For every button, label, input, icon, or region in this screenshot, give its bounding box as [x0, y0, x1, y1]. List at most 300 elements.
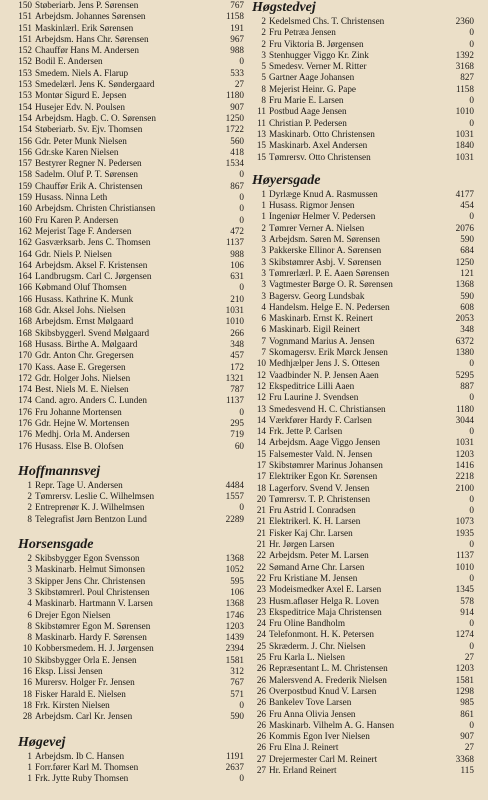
house-number: 13	[256, 128, 266, 139]
resident-row	[16, 158, 244, 169]
house-number: 153	[18, 90, 32, 101]
tax-amount: 210	[230, 293, 244, 304]
house-number: 26	[256, 685, 266, 696]
resident-name: Smedem. Niels A. Flarup	[35, 67, 129, 78]
resident-name: Elektriker Egon Kr. Sørensen	[269, 471, 378, 482]
resident-row	[16, 113, 244, 124]
street-heading: Høyersgade	[252, 172, 321, 188]
resident-row	[16, 79, 244, 90]
resident-name: Medhj. Orla M. Andersen	[35, 429, 130, 440]
resident-name: Telegrafist Jørn Bentzon Lund	[35, 513, 147, 524]
house-number: 13	[256, 403, 266, 414]
house-number: 170	[18, 350, 32, 361]
resident-name: Fru Marie E. Larsen	[269, 95, 344, 106]
resident-row	[16, 751, 244, 762]
house-number: 17	[256, 459, 266, 470]
resident-name: Arbejdsm. Hagb. C. O. Sørensen	[35, 112, 156, 123]
tax-amount: 1052	[225, 564, 244, 575]
tax-amount: 0	[239, 773, 244, 784]
resident-row	[16, 587, 244, 598]
tax-amount: 684	[460, 245, 474, 256]
resident-name: Maskinarb. Vilhelm A. G. Hansen	[269, 719, 395, 730]
house-number: 25	[256, 652, 266, 663]
tax-amount: 418	[230, 146, 244, 157]
resident-row	[250, 742, 474, 753]
resident-name: Fru Johanne Mortensen	[35, 406, 122, 417]
resident-name: Arbejdsm. Søren M. Sørensen	[269, 234, 381, 245]
house-number: 28	[22, 711, 32, 722]
resident-name: Skibstømrer Marinus Johansen	[269, 459, 383, 470]
house-number: 16	[22, 677, 32, 688]
resident-row	[250, 539, 474, 550]
resident-name: Drejer Egon Nielsen	[35, 609, 111, 620]
resident-row	[16, 237, 244, 248]
resident-name: Bankelev Tove Larsen	[269, 697, 352, 708]
house-number: 168	[18, 316, 32, 327]
tax-amount: 457	[230, 350, 244, 361]
resident-row	[16, 502, 244, 513]
resident-name: Handelsm. Helge E. N. Pedersen	[269, 301, 390, 312]
tax-amount: 1380	[455, 347, 474, 358]
resident-row	[250, 200, 474, 211]
house-number: 10	[22, 654, 32, 665]
tax-amount: 1581	[455, 674, 474, 685]
resident-name: Skibstømrer Asbj. V. Sørensen	[269, 256, 382, 267]
tax-amount: 121	[460, 267, 474, 278]
resident-name: Fru Astrid I. Conradsen	[269, 505, 356, 516]
house-number: 174	[18, 384, 32, 395]
resident-row	[16, 441, 244, 452]
resident-row	[250, 754, 474, 765]
house-number: 12	[256, 392, 266, 403]
tax-amount: 1274	[455, 629, 474, 640]
house-number: 168	[18, 305, 32, 316]
resident-row	[250, 27, 474, 38]
resident-row	[16, 677, 244, 688]
tax-amount: 1250	[455, 256, 474, 267]
resident-name: Tømrersv. Otto Christensen	[269, 151, 371, 162]
resident-row	[16, 491, 244, 502]
tax-amount: 1158	[455, 83, 474, 94]
resident-name: Best. Niels M. E. Nielsen	[35, 384, 129, 395]
house-number: 3	[27, 564, 32, 575]
resident-name: Medhjælper Jens J. S. Ottesen	[269, 358, 380, 369]
resident-name: Arbejdsm. Ib C. Hansen	[35, 750, 125, 761]
resident-row	[250, 189, 474, 200]
house-number: 14	[256, 426, 266, 437]
resident-name: Gdr. Niels P. Nielsen	[35, 248, 112, 259]
resident-name: Smedesvend H. C. Christiansen	[269, 403, 386, 414]
tax-amount: 60	[234, 440, 244, 451]
house-number: 21	[256, 505, 266, 516]
tax-amount: 560	[230, 135, 244, 146]
house-number: 22	[256, 550, 266, 561]
tax-amount: 2100	[455, 482, 474, 493]
resident-name: Dyrlæge Knud A. Rasmussen	[269, 188, 378, 199]
house-number: 12	[256, 380, 266, 391]
house-number: 5	[261, 72, 266, 83]
resident-row	[16, 564, 244, 575]
house-number: 3	[261, 267, 266, 278]
tax-amount: 4177	[455, 188, 474, 199]
resident-row	[16, 45, 244, 56]
tax-amount: 0	[469, 640, 474, 651]
house-number: 1	[27, 479, 32, 490]
house-number: 22	[256, 572, 266, 583]
tax-amount: 887	[460, 380, 474, 391]
tax-amount: 590	[460, 290, 474, 301]
tax-amount: 2289	[225, 513, 244, 524]
house-number: 170	[18, 361, 32, 372]
resident-row	[250, 550, 474, 561]
resident-row	[250, 652, 474, 663]
house-number: 14	[256, 437, 266, 448]
tax-amount: 191	[230, 22, 244, 33]
tax-amount: 106	[230, 259, 244, 270]
tax-amount: 2637	[225, 761, 244, 772]
house-number: 157	[18, 158, 32, 169]
resident-name: Frk. Kirsten Nielsen	[35, 699, 110, 710]
resident-row	[250, 584, 474, 595]
tax-amount: 0	[469, 38, 474, 49]
resident-row	[16, 655, 244, 666]
house-number: 154	[18, 112, 32, 123]
house-number: 2	[27, 553, 32, 564]
tax-amount: 0	[469, 117, 474, 128]
tax-amount: 0	[469, 493, 474, 504]
house-number: 2	[261, 27, 266, 38]
house-number: 8	[261, 83, 266, 94]
tax-amount: 1840	[455, 140, 474, 151]
resident-row	[250, 61, 474, 72]
tax-amount: 1010	[455, 106, 474, 117]
tax-amount: 0	[239, 406, 244, 417]
resident-name: Fru Oline Bandholm	[269, 618, 346, 629]
resident-name: Skibstømrer Egon M. Sørensen	[35, 620, 151, 631]
resident-row	[250, 118, 474, 129]
tax-amount: 1203	[225, 620, 244, 631]
house-number: 6	[27, 609, 32, 620]
resident-name: Maskinarb. Helmut Simonsen	[35, 564, 145, 575]
house-number: 176	[18, 429, 32, 440]
resident-row	[16, 203, 244, 214]
house-number: 153	[18, 79, 32, 90]
tax-amount: 115	[460, 765, 474, 775]
house-number: 2	[27, 491, 32, 502]
resident-name: Tømrer Verner A. Nielsen	[269, 222, 365, 233]
resident-name: Christian P. Pedersen	[269, 117, 347, 128]
house-number: 5	[261, 61, 266, 72]
resident-name: Ekspeditrice Lilli Aaen	[269, 380, 355, 391]
house-number: 16	[22, 666, 32, 677]
tax-amount: 1935	[455, 527, 474, 538]
resident-name: Drejermester Carl M. Reinert	[269, 753, 378, 764]
house-number: 21	[256, 539, 266, 550]
resident-name: Arbejdsm. Johannes Sørensen	[35, 11, 146, 22]
tax-amount: 719	[230, 429, 244, 440]
resident-row	[250, 223, 474, 234]
tax-amount: 1368	[455, 279, 474, 290]
house-number: 22	[256, 561, 266, 572]
resident-name: Gasværksarb. Jens C. Thomsen	[35, 237, 151, 248]
house-number: 21	[256, 527, 266, 538]
resident-name: Fru Karen P. Andersen	[35, 214, 119, 225]
house-number: 156	[18, 135, 32, 146]
house-number: 3	[261, 49, 266, 60]
resident-row	[250, 449, 474, 460]
house-number: 1	[27, 750, 32, 761]
tax-amount: 6372	[455, 335, 474, 346]
house-number: 151	[18, 11, 32, 22]
resident-row	[16, 215, 244, 226]
tax-amount: 907	[230, 101, 244, 112]
house-number: 7	[261, 335, 266, 346]
tax-amount: 867	[230, 180, 244, 191]
street-heading: Høgstedvej	[252, 0, 316, 15]
resident-name: Fru Elna J. Reinert	[269, 742, 339, 753]
tax-amount: 1581	[225, 654, 244, 665]
resident-name: Støberiarb. Jens P. Sørensen	[35, 0, 139, 10]
house-number: 164	[18, 259, 32, 270]
tax-amount: 967	[230, 33, 244, 44]
house-number: 8	[27, 632, 32, 643]
resident-name: Husm.afløser Helga R. Loven	[269, 595, 379, 606]
resident-row	[16, 68, 244, 79]
resident-name: Murersv. Holger Fr. Jensen	[35, 677, 135, 688]
resident-name: Gdr. Anton Chr. Gregersen	[35, 350, 134, 361]
resident-name: Skræderm. J. Chr. Nielsen	[269, 640, 366, 651]
resident-name: Telefonmont. H. K. Petersen	[269, 629, 374, 640]
tax-amount: 27	[464, 742, 474, 753]
house-number: 18	[22, 699, 32, 710]
resident-name: Cand. agro. Anders C. Lunden	[35, 395, 148, 406]
resident-name: Hr. Jørgen Larsen	[269, 539, 335, 550]
resident-row	[16, 260, 244, 271]
tax-amount: 1321	[225, 372, 244, 383]
resident-row	[250, 404, 474, 415]
resident-name: Fru Kristiane M. Jensen	[269, 572, 358, 583]
resident-name: Maskinarb. Hartmann V. Larsen	[35, 598, 153, 609]
resident-row	[250, 460, 474, 471]
tax-amount: 5295	[455, 369, 474, 380]
resident-row	[16, 181, 244, 192]
street-heading: Hoffmannsvej	[18, 463, 101, 479]
house-number: 3	[261, 234, 266, 245]
resident-name: Skibsbygger Orla E. Jensen	[35, 654, 137, 665]
house-number: 154	[18, 101, 32, 112]
resident-name: Arbejdsm. Carl Kr. Jensen	[35, 711, 133, 722]
resident-name: Elektrikerl. K. H. Larsen	[269, 516, 361, 527]
house-number: 164	[18, 271, 32, 282]
resident-row	[16, 169, 244, 180]
resident-name: Gdr. Hejne W. Mortensen	[35, 417, 130, 428]
resident-name: Ekspeditrice Maja Christensen	[269, 606, 382, 617]
tax-amount: 2360	[455, 16, 474, 26]
tax-amount: 1298	[455, 685, 474, 696]
tax-amount: 348	[460, 324, 474, 335]
house-number: 1	[27, 761, 32, 772]
house-number: 176	[18, 440, 32, 451]
house-number: 26	[256, 731, 266, 742]
resident-row	[16, 305, 244, 316]
resident-name: Fru Petræa Jensen	[269, 27, 336, 38]
house-number: 8	[27, 513, 32, 524]
resident-row	[16, 0, 244, 11]
house-number: 6	[261, 324, 266, 335]
tax-amount: 0	[469, 358, 474, 369]
tax-amount: 914	[460, 606, 474, 617]
tax-amount: 1137	[455, 550, 474, 561]
street-heading: Horsensgade	[18, 537, 94, 553]
tax-amount: 608	[460, 301, 474, 312]
house-number: 162	[18, 237, 32, 248]
house-number: 2	[261, 16, 266, 26]
house-number: 6	[261, 313, 266, 324]
resident-name: Smedesv. Verner M. Ritter	[269, 61, 367, 72]
tax-amount: 1137	[225, 395, 244, 406]
resident-name: Overpostbud Knud V. Larsen	[269, 685, 377, 696]
house-number: 152	[18, 45, 32, 56]
resident-row	[16, 34, 244, 45]
house-number: 3	[261, 290, 266, 301]
house-number: 1	[27, 773, 32, 784]
resident-row	[16, 124, 244, 135]
resident-name: Fru Karla L. Nielsen	[269, 652, 346, 663]
tax-amount: 0	[469, 618, 474, 629]
house-number: 162	[18, 225, 32, 236]
resident-name: Bagersv. Georg Lundsbak	[269, 290, 365, 301]
resident-name: Vognmand Marius A. Jensen	[269, 335, 375, 346]
resident-name: Bodil E. Andersen	[35, 56, 103, 67]
resident-row	[16, 666, 244, 677]
resident-name: Entreprenør K. J. Wilhelmsen	[35, 502, 145, 513]
house-number: 23	[256, 606, 266, 617]
resident-name: Gdr. Peter Munk Nielsen	[35, 135, 127, 146]
tax-amount: 0	[469, 505, 474, 516]
resident-row	[16, 643, 244, 654]
house-number: 26	[256, 663, 266, 674]
resident-row	[16, 362, 244, 373]
house-number: 26	[256, 674, 266, 685]
resident-row	[16, 271, 244, 282]
resident-row	[16, 23, 244, 34]
tax-amount: 0	[239, 282, 244, 293]
house-number: 21	[256, 516, 266, 527]
resident-row	[16, 282, 244, 293]
house-number: 14	[256, 414, 266, 425]
house-number: 1	[261, 200, 266, 211]
resident-name: Arbejdsm. Aage Viggo Jensen	[269, 437, 381, 448]
resident-row	[250, 16, 474, 27]
house-number: 159	[18, 192, 32, 203]
tax-amount: 595	[230, 575, 244, 586]
resident-row	[16, 136, 244, 147]
resident-name: Modeismedker Axel E. Larsen	[269, 584, 382, 595]
house-number: 15	[256, 140, 266, 151]
resident-row	[250, 370, 474, 381]
resident-name: Kass. Aase E. Gregersen	[35, 361, 126, 372]
tax-amount: 578	[460, 595, 474, 606]
resident-name: Landbrugsm. Carl C. Jørgensen	[35, 271, 152, 282]
house-number: 154	[18, 124, 32, 135]
resident-row	[250, 95, 474, 106]
tax-amount: 767	[230, 0, 244, 10]
tax-amount: 348	[230, 338, 244, 349]
tax-amount: 1203	[455, 663, 474, 674]
tax-amount: 907	[460, 731, 474, 742]
resident-name: Falsemester Vald. N. Jensen	[269, 448, 373, 459]
house-number: 158	[18, 169, 32, 180]
resident-name: Gdr. Holger Johs. Nielsen	[35, 372, 131, 383]
resident-name: Husass. Kathrine K. Munk	[35, 293, 134, 304]
tax-amount: 0	[469, 211, 474, 222]
resident-row	[16, 294, 244, 305]
resident-name: Tømrersv. T. P. Christensen	[269, 493, 371, 504]
tax-amount: 2394	[225, 643, 244, 654]
resident-name: Maskinarb. Axel Andersen	[269, 140, 368, 151]
resident-name: Chauffør Erik A. Christensen	[35, 180, 143, 191]
right-column	[250, 0, 474, 776]
tax-amount: 1073	[455, 516, 474, 527]
resident-row	[16, 621, 244, 632]
resident-name: Maskinarb. Hardy F. Sørensen	[35, 632, 147, 643]
tax-amount: 533	[230, 67, 244, 78]
resident-row	[250, 437, 474, 448]
resident-row	[16, 316, 244, 327]
resident-row	[250, 211, 474, 222]
house-number: 151	[18, 22, 32, 33]
tax-amount: 1416	[455, 459, 474, 470]
resident-row	[16, 373, 244, 384]
resident-row	[16, 90, 244, 101]
tax-amount: 0	[239, 56, 244, 67]
resident-row	[250, 528, 474, 539]
house-number: 153	[18, 67, 32, 78]
tax-amount: 0	[469, 27, 474, 38]
resident-row	[250, 505, 474, 516]
house-number: 26	[256, 708, 266, 719]
house-number: 176	[18, 417, 32, 428]
resident-row	[250, 618, 474, 629]
house-number: 1	[261, 188, 266, 199]
resident-row	[250, 152, 474, 163]
resident-row	[250, 268, 474, 279]
tax-amount: 985	[460, 697, 474, 708]
resident-row	[250, 140, 474, 151]
street-heading: Høgevej	[18, 734, 66, 750]
resident-row	[250, 392, 474, 403]
house-number: 3	[261, 256, 266, 267]
house-number: 4	[261, 301, 266, 312]
resident-row	[250, 336, 474, 347]
house-number: 12	[256, 369, 266, 380]
tax-amount: 0	[239, 192, 244, 203]
resident-name: Eksp. Lissi Jensen	[35, 666, 103, 677]
tax-amount: 1746	[225, 609, 244, 620]
resident-row	[16, 514, 244, 525]
tax-amount: 1439	[225, 632, 244, 643]
house-number: 26	[256, 742, 266, 753]
house-number: 1	[261, 211, 266, 222]
resident-row	[16, 350, 244, 361]
house-number: 23	[256, 595, 266, 606]
house-number: 172	[18, 372, 32, 383]
resident-row	[16, 429, 244, 440]
resident-name: Lagerforv. Svend V. Jensen	[269, 482, 370, 493]
tax-amount: 3044	[455, 414, 474, 425]
tax-amount: 0	[239, 169, 244, 180]
tax-amount: 1534	[225, 158, 244, 169]
